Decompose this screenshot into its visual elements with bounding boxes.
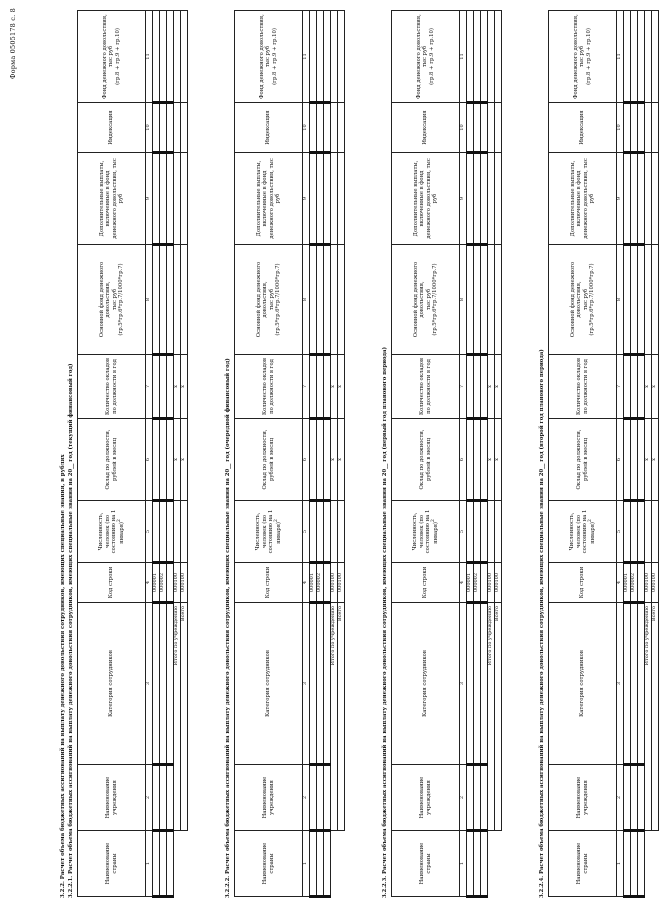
- col-number: 2: [617, 765, 624, 831]
- extra-pay-cell[interactable]: [624, 153, 631, 245]
- country-cell[interactable]: [474, 831, 481, 897]
- col-indexation-header: Индексация: [235, 103, 303, 153]
- col-number: 3: [146, 603, 153, 765]
- row-code: 000001: [467, 563, 474, 603]
- form-code: Форма 0505178 с. 8: [9, 8, 17, 79]
- total-fund-cell: [638, 11, 645, 103]
- headcount-cell[interactable]: [324, 501, 331, 563]
- extra-pay-cell[interactable]: [153, 153, 160, 245]
- row-code: 000100: [645, 563, 652, 603]
- col-number: 9: [146, 153, 153, 245]
- salary-cell[interactable]: [467, 419, 474, 501]
- col-number: 5: [303, 501, 310, 563]
- grand-total-label: Всего: [652, 603, 659, 831]
- x-mark: x: [338, 419, 345, 501]
- row-code: 000002: [160, 563, 167, 603]
- base-fund-cell: [167, 245, 174, 355]
- x-mark: x: [174, 355, 181, 419]
- indexation-cell[interactable]: [160, 103, 167, 153]
- col-number: 10: [303, 103, 310, 153]
- row-code: 000001: [310, 563, 317, 603]
- table-row: [324, 11, 331, 897]
- table-row: [474, 11, 481, 897]
- base-fund-cell: [624, 245, 631, 355]
- col-number: 11: [617, 11, 624, 103]
- extra-pay-cell[interactable]: [310, 153, 317, 245]
- col-number: 8: [460, 245, 467, 355]
- col-headcount-header: Численность, человек (по состоянию на 1 января)$^2$: [549, 501, 617, 563]
- extra-pay-cell[interactable]: [167, 153, 174, 245]
- headcount-cell[interactable]: [310, 501, 317, 563]
- country-cell[interactable]: [638, 831, 645, 897]
- ddov-table: [548, 10, 659, 898]
- headcount-cell[interactable]: [631, 501, 638, 563]
- salary-cell[interactable]: [317, 419, 324, 501]
- base-fund-cell: [467, 245, 474, 355]
- total-fund-cell: [467, 11, 474, 103]
- col-country-header: Наименование страны: [235, 831, 303, 897]
- category-cell[interactable]: [153, 603, 160, 765]
- col-number: 6: [303, 419, 310, 501]
- col-extra-pay-header: Дополнительные выплаты, включенные в фонд денежного довольствия, тыс руб: [549, 153, 617, 245]
- extra-pay-cell[interactable]: [474, 153, 481, 245]
- country-cell[interactable]: [310, 831, 317, 897]
- total-institution-row: [174, 11, 181, 897]
- salary-cell[interactable]: [474, 419, 481, 501]
- table-row: [317, 11, 324, 897]
- col-country-header: Наименование страны: [392, 831, 460, 897]
- indexation-cell[interactable]: [167, 103, 174, 153]
- col-number: 5: [460, 501, 467, 563]
- header-row: [392, 11, 460, 897]
- row-code: 000001: [153, 563, 160, 603]
- col-number: 7: [303, 355, 310, 419]
- indexation-cell[interactable]: [638, 103, 645, 153]
- total-institution-row: [331, 11, 338, 897]
- col-country-header: Наименование страны: [78, 831, 146, 897]
- grand-total-label: Всего: [338, 603, 345, 831]
- category-cell[interactable]: [310, 603, 317, 765]
- col-extra-pay-header: Дополнительные выплаты, включенные в фонд денежного довольствия, тыс руб: [78, 153, 146, 245]
- base-fund-cell: [631, 245, 638, 355]
- col-number: 8: [303, 245, 310, 355]
- headcount-cell[interactable]: [467, 501, 474, 563]
- col-number: 7: [617, 355, 624, 419]
- row-code: 000002: [631, 563, 638, 603]
- category-cell[interactable]: [631, 603, 638, 765]
- main-heading: 3.2.2. Расчет объема бюджетных ассигнований на выплату денежного довольствия сотрудников, имеющих специальные звания, в рублях: [60, 454, 66, 898]
- salaries-count-cell[interactable]: [317, 355, 324, 419]
- headcount-cell[interactable]: [153, 501, 160, 563]
- base-fund-cell: [153, 245, 160, 355]
- indexation-cell[interactable]: [317, 103, 324, 153]
- indexation-cell[interactable]: [481, 103, 488, 153]
- header-row: [78, 11, 146, 897]
- col-number: 11: [460, 11, 467, 103]
- col-number: 10: [617, 103, 624, 153]
- col-code-header: Код строки: [549, 563, 617, 603]
- category-cell[interactable]: [474, 603, 481, 765]
- base-fund-cell: [317, 245, 324, 355]
- institution-cell[interactable]: [467, 765, 474, 831]
- institution-cell[interactable]: [624, 765, 631, 831]
- x-mark: x: [652, 419, 659, 501]
- institution-cell[interactable]: [160, 765, 167, 831]
- col-institution-header: Наименование учреждения: [78, 765, 146, 831]
- total-fund-cell: [624, 11, 631, 103]
- x-mark: x: [495, 355, 502, 419]
- total-institution-label: Итого по учреждению: [488, 603, 495, 831]
- total-fund-cell: [310, 11, 317, 103]
- ddov-table: [77, 10, 188, 898]
- col-number: 2: [303, 765, 310, 831]
- salaries-count-cell[interactable]: [160, 355, 167, 419]
- salary-cell[interactable]: [160, 419, 167, 501]
- col-total-fund-header: Фонд денежного довольствия, тыс руб (гр.8 + гр.9 + гр.10): [235, 11, 303, 103]
- table-row: [624, 11, 631, 897]
- col-total-fund-header: Фонд денежного довольствия, тыс руб (гр.8 + гр.9 + гр.10): [392, 11, 460, 103]
- column-numbers-row: [146, 11, 153, 897]
- salary-cell[interactable]: [153, 419, 160, 501]
- total-institution-row: [645, 11, 652, 897]
- col-number: 6: [617, 419, 624, 501]
- col-salary-header: Оклад по должности, рублей в месяц: [78, 419, 146, 501]
- institution-cell[interactable]: [310, 765, 317, 831]
- salaries-count-cell[interactable]: [631, 355, 638, 419]
- col-indexation-header: Индексация: [78, 103, 146, 153]
- country-cell[interactable]: [317, 831, 324, 897]
- x-mark: x: [495, 419, 502, 501]
- base-fund-cell: [310, 245, 317, 355]
- table-row: [153, 11, 160, 897]
- col-number: 4: [617, 563, 624, 603]
- indexation-cell[interactable]: [631, 103, 638, 153]
- col-number: 4: [460, 563, 467, 603]
- col-number: 11: [146, 11, 153, 103]
- col-salary-header: Оклад по должности, рублей в месяц: [235, 419, 303, 501]
- section-title: 3.2.2.3. Расчет объема бюджетных ассигнований на выплату денежного довольствия сотрудников, имеющих специальные звания на 20__ год (первый год планового периода): [382, 347, 388, 898]
- row-code: 000002: [317, 563, 324, 603]
- col-number: 9: [617, 153, 624, 245]
- extra-pay-cell[interactable]: [638, 153, 645, 245]
- total-institution-label: Итого по учреждению: [331, 603, 338, 831]
- institution-cell[interactable]: [638, 765, 645, 831]
- col-number: 7: [146, 355, 153, 419]
- table-row: [481, 11, 488, 897]
- col-number: 4: [146, 563, 153, 603]
- base-fund-cell: [160, 245, 167, 355]
- total-fund-cell: [317, 11, 324, 103]
- category-cell[interactable]: [624, 603, 631, 765]
- indexation-cell[interactable]: [153, 103, 160, 153]
- row-code: 000100: [331, 563, 338, 603]
- col-number: 10: [146, 103, 153, 153]
- x-mark: x: [338, 355, 345, 419]
- salaries-count-cell[interactable]: [467, 355, 474, 419]
- total-institution-label: Итого по учреждению: [174, 603, 181, 831]
- country-cell[interactable]: [631, 831, 638, 897]
- col-number: 9: [460, 153, 467, 245]
- col-salary-header: Оклад по должности, рублей в месяц: [549, 419, 617, 501]
- total-fund-cell: [153, 11, 160, 103]
- extra-pay-cell[interactable]: [481, 153, 488, 245]
- col-salary-header: Оклад по должности, рублей в месяц: [392, 419, 460, 501]
- col-base-fund-header: Основной фонд денежного довольствия, тыс руб (гр.5*гр.6*гр.7/1000*гр.7): [392, 245, 460, 355]
- col-number: 2: [460, 765, 467, 831]
- column-numbers-row: [303, 11, 310, 897]
- salaries-count-cell[interactable]: [310, 355, 317, 419]
- headcount-cell[interactable]: [624, 501, 631, 563]
- col-base-fund-header: Основной фонд денежного довольствия, тыс руб (гр.5*гр.6*гр.7/1000*гр.7): [78, 245, 146, 355]
- category-cell[interactable]: [160, 603, 167, 765]
- grand-total-row: [338, 11, 345, 897]
- country-cell[interactable]: [160, 831, 167, 897]
- category-cell[interactable]: [317, 603, 324, 765]
- col-number: 1: [146, 831, 153, 897]
- table-row: [638, 11, 645, 897]
- row-code: 000100: [174, 563, 181, 603]
- salary-cell[interactable]: [624, 419, 631, 501]
- country-cell[interactable]: [467, 831, 474, 897]
- row-code: 000100: [652, 563, 659, 603]
- institution-cell[interactable]: [631, 765, 638, 831]
- indexation-cell[interactable]: [310, 103, 317, 153]
- col-code-header: Код строки: [392, 563, 460, 603]
- institution-cell[interactable]: [324, 765, 331, 831]
- base-fund-cell: [481, 245, 488, 355]
- col-number: 1: [460, 831, 467, 897]
- grand-total-row: [495, 11, 502, 897]
- col-salaries-count-header: Количество окладов по должности в год: [549, 355, 617, 419]
- row-code: 000002: [474, 563, 481, 603]
- section-title: 3.2.2.1. Расчет объема бюджетных ассигнований на выплату денежного довольствия сотрудников, имеющих специальные звания на 20__ год (текущий финансовый год): [68, 363, 74, 898]
- col-number: 1: [303, 831, 310, 897]
- x-mark: x: [181, 355, 188, 419]
- total-fund-cell: [324, 11, 331, 103]
- x-mark: x: [488, 355, 495, 419]
- headcount-cell[interactable]: [638, 501, 645, 563]
- table-row: [467, 11, 474, 897]
- grand-total-row: [181, 11, 188, 897]
- x-mark: x: [645, 355, 652, 419]
- col-number: 6: [146, 419, 153, 501]
- headcount-cell[interactable]: [474, 501, 481, 563]
- headcount-cell[interactable]: [317, 501, 324, 563]
- grand-total-label: Всего: [495, 603, 502, 831]
- extra-pay-cell[interactable]: [160, 153, 167, 245]
- header-row: [235, 11, 303, 897]
- category-cell[interactable]: [467, 603, 474, 765]
- row-code: 000100: [338, 563, 345, 603]
- base-fund-cell: [638, 245, 645, 355]
- column-numbers-row: [617, 11, 624, 897]
- col-number: 8: [617, 245, 624, 355]
- col-headcount-header: Численность, человек (по состоянию на 1 января)$^2$: [235, 501, 303, 563]
- institution-cell[interactable]: [317, 765, 324, 831]
- extra-pay-cell[interactable]: [631, 153, 638, 245]
- country-cell[interactable]: [624, 831, 631, 897]
- indexation-cell[interactable]: [324, 103, 331, 153]
- col-category-header: Категория сотрудников: [549, 603, 617, 765]
- col-headcount-header: Численность, человек (по состоянию на 1 января)$^2$: [392, 501, 460, 563]
- extra-pay-cell[interactable]: [467, 153, 474, 245]
- col-institution-header: Наименование учреждения: [392, 765, 460, 831]
- col-category-header: Категория сотрудников: [78, 603, 146, 765]
- headcount-cell[interactable]: [160, 501, 167, 563]
- col-code-header: Код строки: [235, 563, 303, 603]
- col-indexation-header: Индексация: [392, 103, 460, 153]
- ddov-table: [391, 10, 502, 898]
- table-row: [160, 11, 167, 897]
- headcount-cell[interactable]: [481, 501, 488, 563]
- headcount-cell[interactable]: [167, 501, 174, 563]
- x-mark: x: [181, 419, 188, 501]
- x-mark: x: [645, 419, 652, 501]
- col-number: 10: [460, 103, 467, 153]
- x-mark: x: [331, 419, 338, 501]
- total-fund-cell: [474, 11, 481, 103]
- grand-total-row: [652, 11, 659, 897]
- institution-cell[interactable]: [153, 765, 160, 831]
- table-row: [310, 11, 317, 897]
- row-code: 000100: [181, 563, 188, 603]
- col-extra-pay-header: Дополнительные выплаты, включенные в фонд денежного довольствия, тыс руб: [235, 153, 303, 245]
- col-number: 1: [617, 831, 624, 897]
- col-country-header: Наименование страны: [549, 831, 617, 897]
- grand-total-label: Всего: [181, 603, 188, 831]
- row-code: 000100: [488, 563, 495, 603]
- row-code: 000100: [495, 563, 502, 603]
- extra-pay-cell[interactable]: [317, 153, 324, 245]
- institution-cell[interactable]: [481, 765, 488, 831]
- ddov-table: [234, 10, 345, 898]
- salary-cell[interactable]: [631, 419, 638, 501]
- col-number: 4: [303, 563, 310, 603]
- col-indexation-header: Индексация: [549, 103, 617, 153]
- col-number: 11: [303, 11, 310, 103]
- col-total-fund-header: Фонд денежного довольствия, тыс руб (гр.8 + гр.9 + гр.10): [549, 11, 617, 103]
- base-fund-cell: [324, 245, 331, 355]
- total-institution-label: Итого по учреждению: [645, 603, 652, 831]
- total-fund-cell: [167, 11, 174, 103]
- base-fund-cell: [474, 245, 481, 355]
- col-number: 8: [146, 245, 153, 355]
- col-number: 3: [460, 603, 467, 765]
- total-fund-cell: [160, 11, 167, 103]
- col-base-fund-header: Основной фонд денежного довольствия, тыс руб (гр.5*гр.6*гр.7/1000*гр.7): [235, 245, 303, 355]
- col-salaries-count-header: Количество окладов по должности в год: [78, 355, 146, 419]
- total-institution-row: [488, 11, 495, 897]
- col-number: 2: [146, 765, 153, 831]
- col-category-header: Категория сотрудников: [235, 603, 303, 765]
- x-mark: x: [174, 419, 181, 501]
- col-number: 5: [146, 501, 153, 563]
- salaries-count-cell[interactable]: [624, 355, 631, 419]
- salaries-count-cell[interactable]: [474, 355, 481, 419]
- indexation-cell[interactable]: [624, 103, 631, 153]
- institution-cell[interactable]: [167, 765, 174, 831]
- col-institution-header: Наименование учреждения: [549, 765, 617, 831]
- table-row: [631, 11, 638, 897]
- col-salaries-count-header: Количество окладов по должности в год: [392, 355, 460, 419]
- total-fund-cell: [481, 11, 488, 103]
- col-category-header: Категория сотрудников: [392, 603, 460, 765]
- header-row: [549, 11, 617, 897]
- col-total-fund-header: Фонд денежного довольствия, тыс руб (гр.8 + гр.9 + гр.10): [78, 11, 146, 103]
- salary-cell[interactable]: [310, 419, 317, 501]
- institution-cell[interactable]: [474, 765, 481, 831]
- x-mark: x: [331, 355, 338, 419]
- col-number: 3: [617, 603, 624, 765]
- salaries-count-cell[interactable]: [153, 355, 160, 419]
- col-number: 6: [460, 419, 467, 501]
- x-mark: x: [652, 355, 659, 419]
- total-fund-cell: [631, 11, 638, 103]
- row-code: 000001: [624, 563, 631, 603]
- country-cell[interactable]: [153, 831, 160, 897]
- country-cell[interactable]: [481, 831, 488, 897]
- col-number: 9: [303, 153, 310, 245]
- col-headcount-header: Численность, человек (по состоянию на 1 января)$^2$: [78, 501, 146, 563]
- col-extra-pay-header: Дополнительные выплаты, включенные в фонд денежного довольствия, тыс руб: [392, 153, 460, 245]
- col-institution-header: Наименование учреждения: [235, 765, 303, 831]
- col-number: 7: [460, 355, 467, 419]
- section-title: 3.2.2.4. Расчет объема бюджетных ассигнований на выплату денежного довольствия сотрудников, имеющих специальные звания на 20__ год (второй год планового периода): [539, 349, 545, 898]
- col-code-header: Код строки: [78, 563, 146, 603]
- col-base-fund-header: Основной фонд денежного довольствия, тыс руб (гр.5*гр.6*гр.7/1000*гр.7): [549, 245, 617, 355]
- section-title: 3.2.2.2. Расчет объема бюджетных ассигнований на выплату денежного довольствия сотрудников, имеющих специальные звания на 20__ год (очередной финансовый год): [225, 358, 231, 898]
- x-mark: x: [488, 419, 495, 501]
- extra-pay-cell[interactable]: [324, 153, 331, 245]
- table-row: [167, 11, 174, 897]
- indexation-cell[interactable]: [467, 103, 474, 153]
- col-number: 5: [617, 501, 624, 563]
- col-number: 3: [303, 603, 310, 765]
- country-cell[interactable]: [324, 831, 331, 897]
- col-salaries-count-header: Количество окладов по должности в год: [235, 355, 303, 419]
- country-cell[interactable]: [167, 831, 174, 897]
- column-numbers-row: [460, 11, 467, 897]
- indexation-cell[interactable]: [474, 103, 481, 153]
